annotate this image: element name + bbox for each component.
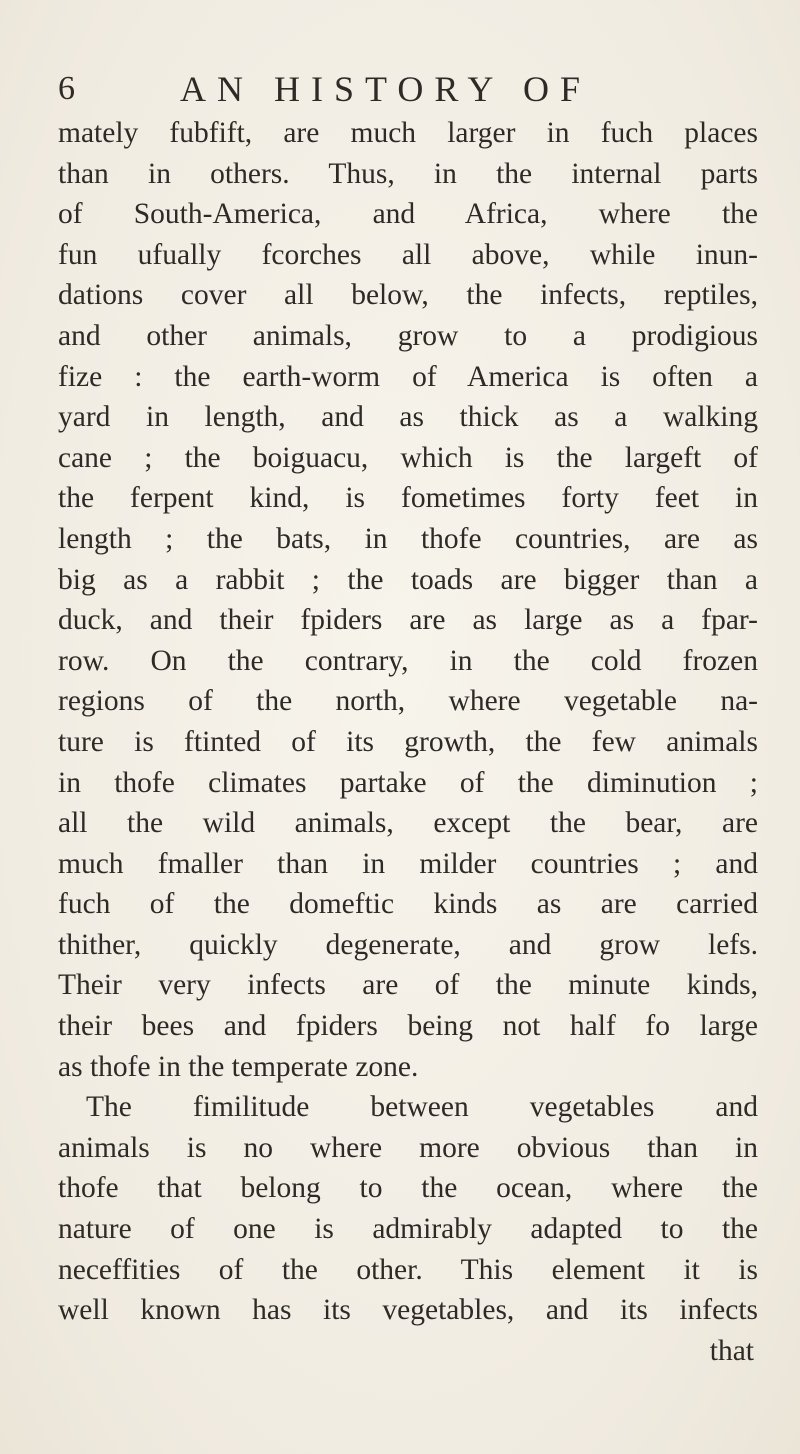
running-head-title: AN HISTORY OF [180, 69, 592, 109]
text-line: big as a rabbit ; the toads are bigger than a [58, 563, 758, 596]
body-text [58, 113, 758, 1371]
text-line: row. On the contrary, in the cold frozen [58, 644, 758, 677]
text-line: nature of one is admirably adapted to the [58, 1213, 758, 1246]
text-line: fize : the earth-worm of America is often a [58, 360, 758, 393]
text-line: in thofe climates partake of the diminution ; [58, 766, 758, 799]
text-line: than in others. Thus, in the internal parts [58, 157, 758, 190]
text-line: yard in length, and as thick as a walking [58, 401, 758, 434]
text-line: The fimilitude between vegetables and [86, 1091, 758, 1124]
text-line: Their very infects are of the minute kinds, [58, 969, 758, 1002]
text-line: dations cover all below, the infects, reptiles, [58, 279, 758, 312]
text-line: mately fubfift, are much larger in fuch places [58, 117, 758, 149]
text-line: regions of the north, where vegetable na- [58, 685, 758, 718]
text-line: duck, and their fpiders are as large as a fpar- [58, 604, 758, 637]
text-line: animals is no where more obvious than in [58, 1131, 758, 1164]
text-line: thither, quickly degenerate, and grow lefs. [58, 928, 758, 961]
text-line: neceffities of the other. This element it is [58, 1253, 758, 1286]
text-line: well known has its vegetables, and its infects [58, 1294, 758, 1327]
text-line: ture is ftinted of its growth, the few animals [58, 725, 758, 758]
text-line: the ferpent kind, is fometimes forty feet in [58, 482, 758, 515]
text-line: much fmaller than in milder countries ; and [58, 847, 758, 880]
text-line: of South-America, and Africa, where the [58, 198, 758, 231]
text-line: fun ufually fcorches all above, while inun- [58, 238, 758, 271]
text-line: length ; the bats, in thofe countries, are as [58, 522, 758, 555]
text-line: fuch of the domeftic kinds as are carried [58, 888, 758, 921]
text-line: thofe that belong to the ocean, where the [58, 1172, 758, 1205]
text-line: all the wild animals, except the bear, are [58, 807, 758, 840]
page-number: 6 [58, 70, 75, 107]
text-line: and other animals, grow to a prodigious [58, 319, 758, 352]
running-head [58, 66, 678, 112]
text-line: as thofe in the temperate zone. [58, 1050, 419, 1083]
catchword: that [709, 1334, 754, 1367]
text-line: their bees and fpiders being not half fo large [58, 1010, 758, 1043]
text-line: cane ; the boiguacu, which is the largeft of [58, 441, 758, 474]
